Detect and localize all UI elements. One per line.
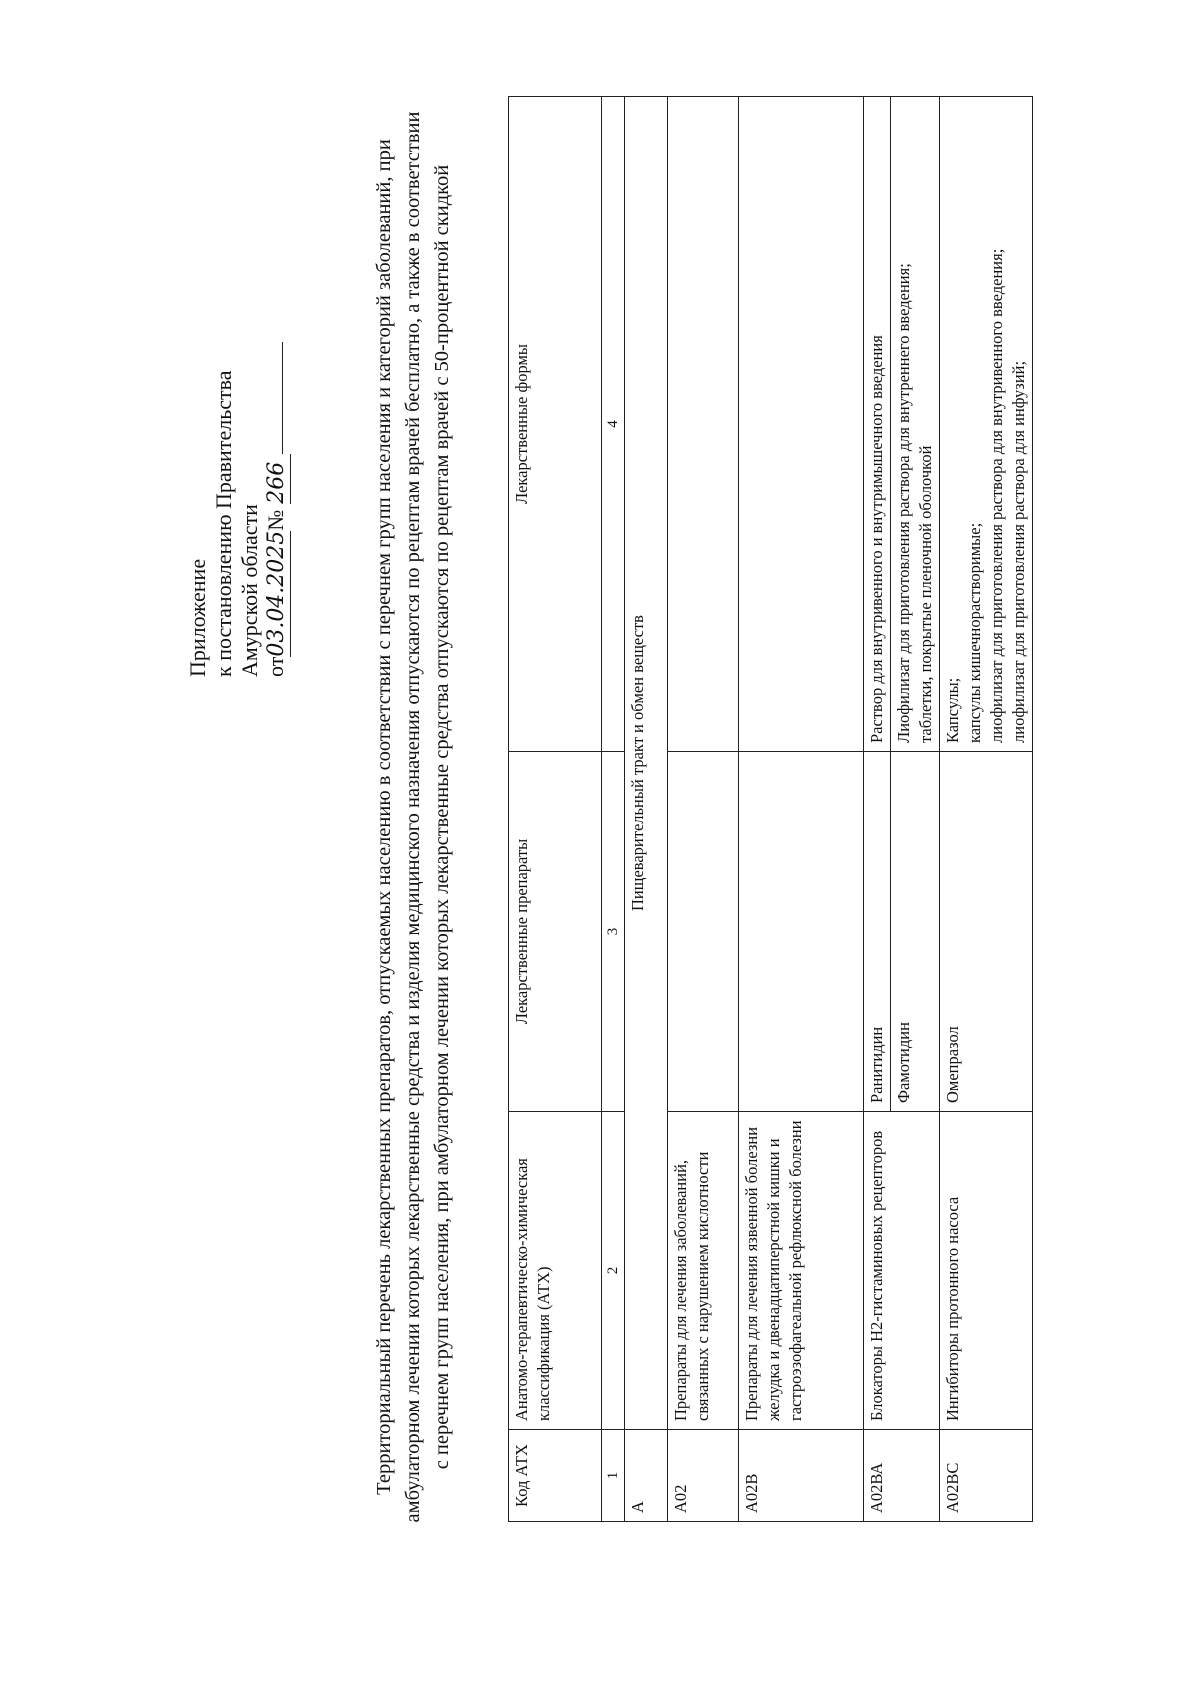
drug-name (668, 752, 739, 1112)
number-prefix: № (263, 509, 288, 531)
atc-code: А02ВА (864, 1430, 940, 1522)
dosage-form-line: лиофилизат для приготовления раствора для внутривенного введения; (987, 248, 1006, 743)
header-forms: Лекарственные формы (509, 97, 602, 752)
atc-code: А02 (668, 1430, 739, 1522)
atc-classification: Ингибиторы протонного насоса (940, 1112, 1033, 1430)
date-prefix: от (263, 656, 288, 677)
column-number: 3 (602, 752, 625, 1112)
group-code: А (625, 1430, 668, 1522)
approval-date-line (263, 257, 291, 677)
approval-line-3: Амурской области (237, 504, 262, 677)
dosage-forms (940, 97, 1033, 752)
table-row (940, 97, 1033, 1522)
dosage-forms (891, 97, 940, 752)
column-number: 1 (602, 1430, 625, 1522)
table-row (739, 97, 864, 1522)
table-row (864, 97, 891, 1522)
atc-code: А02ВС (940, 1430, 1033, 1522)
dosage-form-line: Лиофилизат для приготовления раствора для внутреннего введения; (894, 263, 913, 743)
handwritten-number: 266 (264, 454, 291, 504)
column-number: 4 (602, 97, 625, 752)
dosage-form-line: капсулы кишечнорастворимые; (965, 522, 984, 743)
drug-list-table (508, 96, 1033, 1522)
table-row (668, 97, 739, 1522)
signature-underline (282, 342, 283, 454)
dosage-form-line: Капсулы; (943, 677, 962, 743)
dosage-forms (739, 97, 864, 752)
atc-classification: Препараты для лечения заболеваний, связанных с нарушением кислотности (668, 1112, 739, 1430)
drug-name (739, 752, 864, 1112)
group-name: Пищеварительный тракт и обмен веществ (625, 97, 668, 1430)
drug-name: Фамотидин (891, 752, 940, 1112)
dosage-form-line: лиофилизат для приготовления раствора для инфузий; (1009, 360, 1028, 743)
header-atc-classification: Анатомо-терапевтическо-химическая классификация (АТХ) (509, 1112, 602, 1430)
dosage-forms (864, 97, 891, 752)
group-row (625, 97, 668, 1522)
column-number: 2 (602, 1112, 625, 1430)
header-drugs: Лекарственные препараты (509, 752, 602, 1112)
dosage-forms (668, 97, 739, 752)
approval-stamp (185, 257, 291, 677)
header-atc-code: Код АТХ (509, 1430, 602, 1522)
approval-line-2: к постановлению Правительства (211, 370, 236, 677)
handwritten-date: 03.04.2025 (264, 530, 289, 657)
atc-classification: Блокаторы Н2-гистаминовых рецепторов (864, 1112, 940, 1430)
column-number-row (602, 97, 625, 1522)
atc-classification: Препараты для лечения язвенной болезни желудка и двенадцатиперстной кишки и гастроэзофагеальной рефлюксной болезни (739, 1112, 864, 1430)
drug-name: Ранитидин (864, 752, 891, 1112)
drug-name: Омепразол (940, 752, 1033, 1112)
dosage-form-line: Раствор для внутривенного и внутримышечного введения (867, 335, 886, 743)
table-header-row (509, 97, 602, 1522)
dosage-form-line: таблетки, покрытые пленочной оболочкой (916, 445, 935, 743)
approval-line-1: Приложение (185, 558, 210, 677)
document-title: Территориальный перечень лекарственных препаратов, отпускаемых населению в соответствии с перечнем групп населения и категорий заболеваний, при амбулаторном лечении которых лекарственные средства и изделия медицинского назначения отпускаются по рецептам врачей бесплатно, а также в соответствии с перечнем групп населения, при амбулаторном лечении которых лекарственные средства отпускаются по рецептам врачей с 50-процентной скидкой (373, 111, 453, 1523)
atc-code: А02В (739, 1430, 864, 1522)
